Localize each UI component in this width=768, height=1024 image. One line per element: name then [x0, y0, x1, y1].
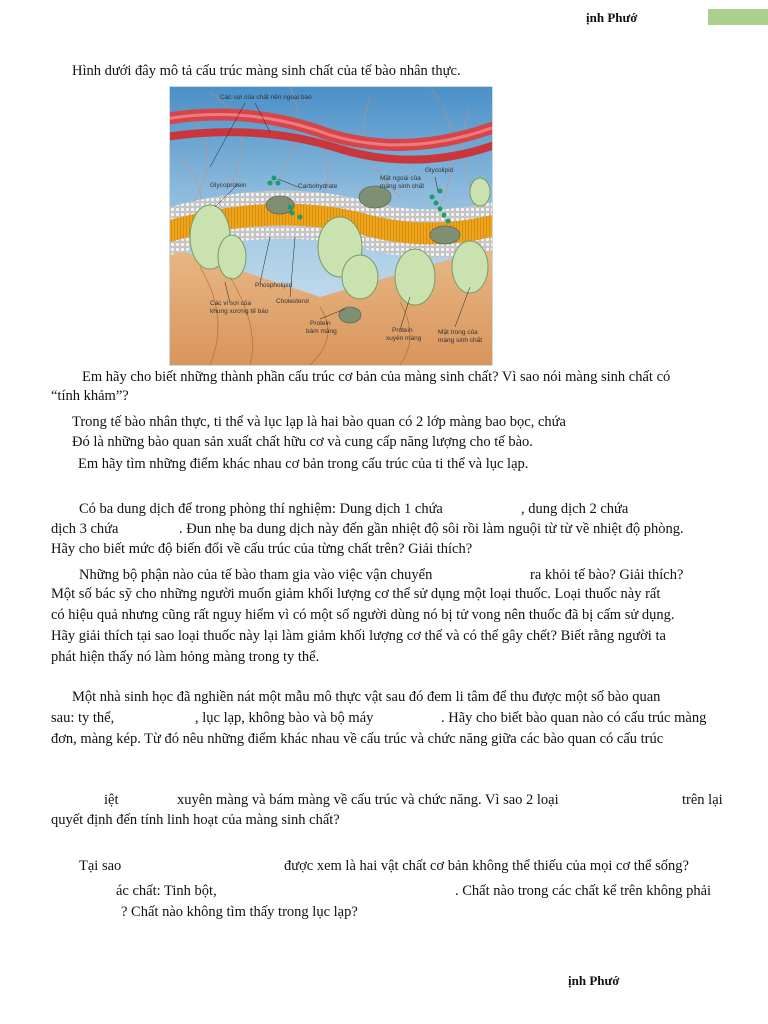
label-cytoskeleton-2: khung xương tế bào — [210, 308, 269, 315]
q3-line-1a: Có ba dung dịch để trong phòng thí nghiệm: Dung dịch 1 chứa — [79, 501, 443, 517]
header-accent-bar — [708, 9, 768, 25]
q8-line-1a: Tại sao — [79, 858, 122, 874]
q5-line-1: Một số bác sỹ cho những người muốn giảm khối lượng cơ thể sử dụng một loại thuốc. Loại thuốc này rất — [51, 586, 661, 602]
label-peripheral-2: bám màng — [306, 328, 337, 335]
q7-line-2: quyết định đến tính linh hoạt của màng sinh chất? — [51, 812, 340, 828]
footer-author: ịnh Phướ — [568, 973, 620, 988]
q4-line-1b: ra khỏi tế bào? Giải thích? — [530, 567, 684, 583]
q3-line-1b: , dung dịch 2 chứa — [521, 501, 629, 517]
intro-text: Hình dưới đây mô tả cấu trúc màng sinh chất của tế bào nhân thực. — [72, 63, 461, 79]
q5-line-4: phát hiện thấy nó làm hỏng màng trong ty thể. — [51, 649, 320, 665]
label-outer-face-2: màng sinh chất — [380, 183, 425, 190]
q9-line-1a: ác chất: Tinh bột, — [116, 883, 217, 899]
q5-line-3: Hãy giải thích tại sao loại thuốc này lại làm giảm khối lượng cơ thể và có thể gây chết? Biết rằng người ta — [51, 628, 666, 644]
q6-line-1: Một nhà sinh học đã nghiền nát một mẫu mô thực vật sau đó đem li tâm để thu được một số bào quan — [72, 689, 661, 705]
label-inner-face-1: Mặt trong của — [438, 329, 478, 336]
q2-line-2: Đó là những bào quan sản xuất chất hữu cơ và cung cấp năng lượng cho tế bào. — [72, 434, 533, 450]
header-author: ịnh Phướ — [586, 10, 638, 25]
q3-line-3: Hãy cho biết mức độ biến đổi về cấu trúc của từng chất trên? Giải thích? — [51, 541, 473, 557]
q9-line-2: ? Chất nào không tìm thấy trong lục lạp? — [121, 904, 358, 920]
q8-line-1b: được xem là hai vật chất cơ bản không thể thiếu của mọi cơ thể sống? — [284, 858, 689, 874]
q2-line-1: Trong tế bào nhân thực, ti thể và lục lạp là hai bào quan có 2 lớp màng bao bọc, chứa — [72, 414, 566, 430]
q6-line-2c: . Hãy cho biết bào quan nào có cấu trúc màng — [441, 710, 707, 726]
label-ecm-fibers: Các sợi của chất nền ngoại bào — [220, 94, 312, 101]
q4-line-1a: Những bộ phận nào của tế bào tham gia vào việc vận chuyển — [79, 567, 433, 583]
q1-line-2: “tính khảm”? — [51, 388, 129, 404]
q6-line-2a: sau: ty thể, — [51, 710, 115, 726]
q7-line-1b: xuyên màng và bám màng về cấu trúc và chức năng. Vì sao 2 loại — [177, 792, 559, 808]
label-peripheral-1: Protein — [310, 320, 331, 327]
q7-line-1a: iệt — [104, 792, 119, 808]
label-cholesterol: Cholesterol — [276, 298, 309, 305]
q3-line-2a: dịch 3 chứa — [51, 521, 119, 537]
label-inner-face-2: màng sinh chất — [438, 337, 483, 344]
cell-membrane-figure — [169, 86, 493, 366]
label-integral-1: Protein — [392, 327, 413, 334]
label-phospholipid: Phospholipid — [255, 282, 293, 289]
q6-line-3: đơn, màng kép. Từ đó nêu những điểm khác nhau về cấu trúc và chức năng giữa các bào quan có cấu trúc — [51, 731, 664, 747]
label-glycoprotein: Glycoprotein — [210, 182, 247, 189]
q1-line-1: Em hãy cho biết những thành phần cấu trúc cơ bản của màng sinh chất? Vì sao nói màng sinh chất có — [82, 369, 671, 385]
q7-line-1c: trên lại — [682, 792, 723, 808]
label-glycolipid: Glycolipid — [425, 167, 454, 174]
q5-line-2: có hiệu quả nhưng cũng rất nguy hiểm vì có một số người dùng nó bị tử vong nên thuốc đã bị cấm sử dụng. — [51, 607, 675, 623]
label-cytoskeleton-1: Các vi sợi của — [210, 300, 252, 307]
label-integral-2: xuyên màng — [386, 335, 422, 342]
q2-line-3: Em hãy tìm những điểm khác nhau cơ bản trong cấu trúc của ti thể và lục lạp. — [78, 456, 529, 472]
label-outer-face-1: Mặt ngoài của — [380, 175, 421, 182]
q3-line-2b: . Đun nhẹ ba dung dịch này đến gần nhiệt độ sôi rồi làm nguội từ từ về nhiệt độ phòng. — [179, 521, 684, 537]
q6-line-2b: , lục lạp, không bào và bộ máy — [195, 710, 374, 726]
q9-line-1b: . Chất nào trong các chất kể trên không phải — [455, 883, 712, 899]
label-carbohydrate: Carbohydrate — [298, 183, 338, 190]
